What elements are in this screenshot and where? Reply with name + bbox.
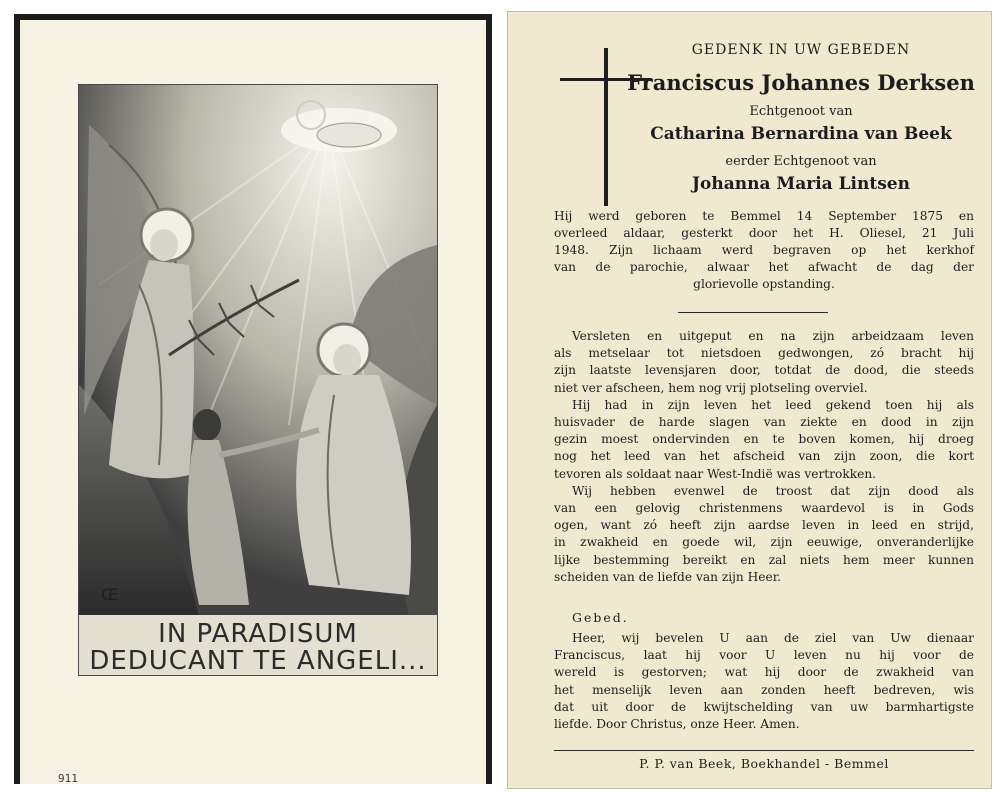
text-line: scheiden van de liefde van zijn Heer. bbox=[554, 569, 782, 584]
left-card-inner bbox=[20, 20, 486, 784]
text-line: Hij had in zijn leven het leed gekend toen hij als bbox=[572, 397, 974, 412]
text-line: van een gelovig christenmens waardevol is in Gods bbox=[554, 501, 974, 516]
spouse-label: Echtgenoot van bbox=[749, 104, 853, 119]
deceased-name: Franciscus Johannes Derksen bbox=[627, 70, 975, 95]
text-line: Versleten en uitgeput en na zijn arbeidzaam leven bbox=[572, 329, 974, 343]
bio-line: 1948. Zijn lichaam werd begraven op het kerkhof bbox=[554, 243, 974, 257]
left-memorial-card bbox=[14, 14, 492, 784]
prayer-line: liefde. Door Christus, onze Heer. Amen. bbox=[554, 717, 800, 732]
text-line: lijke bestemming bereikt en zal niets hem meer kunnen bbox=[554, 552, 974, 567]
text-line: nog het leed van het afscheid van zijn zoon, die kort bbox=[554, 449, 974, 464]
bio-line: Hij werd geboren te Bemmel 14 September 1875 en bbox=[554, 209, 974, 223]
svg-text:Œ: Œ bbox=[101, 585, 119, 604]
prayer-line: het menselijk leven aan zonden heeft bedreven, wis bbox=[554, 682, 974, 697]
text-line: niet ver afscheen, hem nog vrij plotseling overviel. bbox=[554, 380, 868, 395]
bio-line: glorievolle opstanding. bbox=[693, 277, 835, 291]
caption-line-1: IN PARADISUM bbox=[158, 619, 358, 649]
text-line: als metselaar tot nietsdoen gedwongen, zó bracht hij bbox=[554, 346, 974, 361]
publisher-footer: P. P. van Beek, Boekhandel - Bemmel bbox=[639, 756, 889, 771]
right-memorial-card bbox=[507, 11, 992, 789]
text-line: huisvader de harde slagen van ziekte en dood in zijn bbox=[554, 415, 974, 430]
text-line: zijn laatste levensjaren door, totdat de dood, die steeds bbox=[554, 363, 974, 378]
illustration-caption bbox=[79, 615, 437, 675]
spouse-name: Catharina Bernardina van Beek bbox=[650, 124, 952, 144]
prayer-heading: Gebed. bbox=[572, 610, 629, 625]
biography-paragraph bbox=[554, 208, 974, 293]
card-number: 911 bbox=[58, 772, 78, 785]
angels-illustration bbox=[78, 84, 438, 676]
prayer-line: dat uit door de kwijtschelding van uw barmhartigste bbox=[554, 699, 974, 714]
former-spouse-label: eerder Echtgenoot van bbox=[725, 154, 877, 169]
prayer-line: Heer, wij bevelen U aan de ziel van Uw dienaar bbox=[572, 631, 974, 645]
remembrance-heading: GEDENK IN UW GEBEDEN bbox=[691, 42, 911, 58]
memorial-text bbox=[554, 328, 974, 586]
text-line: in zwakheid en goede wil, zijn eeuwige, onveranderlijke bbox=[554, 535, 974, 550]
caption-line-2: DEDUCANT TE ANGELI... bbox=[89, 646, 427, 676]
prayer-line: Franciscus, laat hij voor U leven nu hij voor de bbox=[554, 648, 974, 663]
prayer-line: wereld is gestorven; wat hij door de zwakheid van bbox=[554, 665, 974, 680]
prayer-text bbox=[554, 630, 974, 733]
text-line: tevoren als soldaat naar West-Indië was vertrokken. bbox=[554, 466, 877, 481]
section-divider bbox=[678, 312, 828, 313]
former-spouse-name: Johanna Maria Lintsen bbox=[692, 174, 910, 194]
cross-icon bbox=[604, 48, 608, 206]
footer-divider bbox=[554, 750, 974, 751]
bio-line: van de parochie, alwaar het afwacht de dag der bbox=[554, 260, 974, 274]
angels-illustration-drawing bbox=[79, 85, 437, 615]
text-line: gezin moest ondervinden en te boven komen, hij droeg bbox=[554, 432, 974, 447]
bio-line: overleed aldaar, gesterkt door het H. Oliesel, 21 Juli bbox=[554, 226, 974, 240]
text-line: Wij hebben evenwel de troost dat zijn dood als bbox=[572, 483, 974, 498]
text-line: ogen, want zó heeft zijn aardse leven in leed en strijd, bbox=[554, 518, 974, 533]
